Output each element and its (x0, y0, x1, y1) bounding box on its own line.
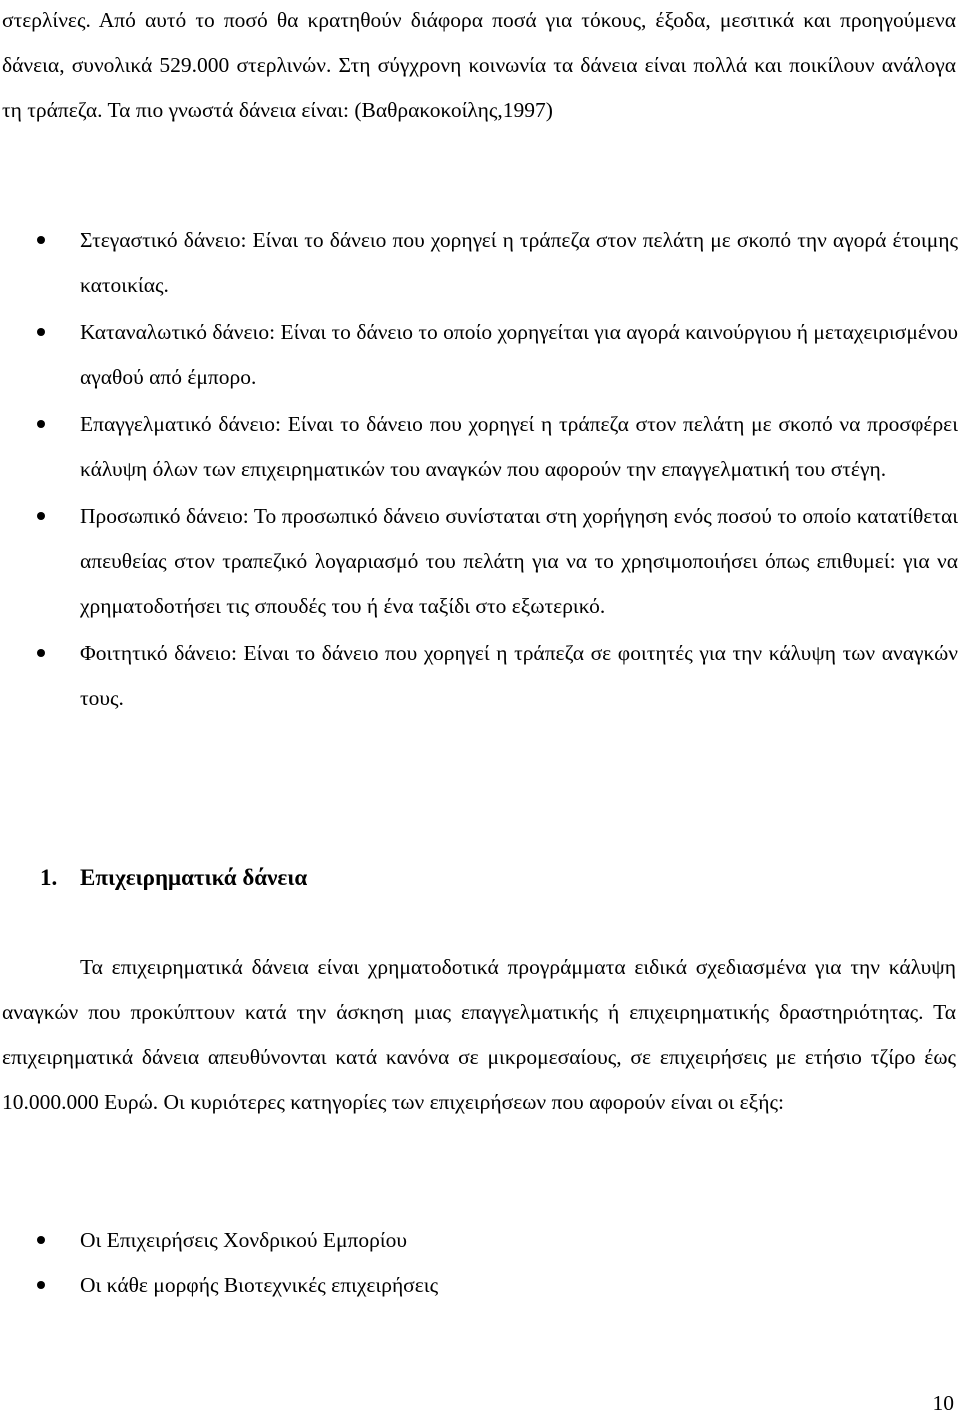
list-item (0, 218, 960, 308)
list-item (0, 402, 960, 492)
list-item-text: Προσωπικό δάνειο: Το προσωπικό δάνειο συνίσταται στη χορήγηση ενός ποσού το οποίο κατατίθεται απευθείας στον τραπεζικό λογαριασμό του πελάτη για να το χρησιμοποιήσει όπως επιθυμεί: για να χρηματοδοτήσει τις σπουδές του ή ένα ταξίδι στο εξωτερικό. (80, 504, 958, 618)
section-number: 1. (40, 865, 58, 890)
bullet-icon (37, 420, 45, 428)
bullet-icon (37, 1236, 45, 1244)
list-item-text: Οι κάθε μορφής Βιοτεχνικές επιχειρήσεις (80, 1273, 439, 1297)
list-item (0, 494, 960, 629)
list-item-text: Στεγαστικό δάνειο: Είναι το δάνειο που χορηγεί η τράπεζα στον πελάτη με σκοπό την αγορά έτοιμης κατοικίας. (80, 228, 958, 297)
section-title: Επιχειρηματικά δάνεια (80, 865, 308, 890)
bullet-icon (37, 328, 45, 336)
list-item-text: Φοιτητικό δάνειο: Είναι το δάνειο που χορηγεί η τράπεζα σε φοιτητές για την κάλυψη των αναγκών τους. (80, 641, 958, 710)
list-item-text: Οι Επιχειρήσεις Χονδρικού Εμπορίου (80, 1228, 408, 1252)
section-paragraph: Τα επιχειρηματικά δάνεια είναι χρηματοδοτικά προγράμματα ειδικά σχεδιασμένα για την κάλυψη αναγκών που προκύπτουν κατά την άσκηση μιας επαγγελματικής ή επιχειρηματικής δραστηριότητας. Τα επιχειρηματικά δάνεια απευθύνονται κατά κανόνα σε μικρομεσαίους, σε επιχειρήσεις με ετήσιο τζίρο έως 10.000.000 Ευρώ. Οι κυριότερες κατηγορίες των επιχειρήσεων που αφορούν είναι οι εξής: (2, 955, 956, 1114)
bullet-icon (37, 649, 45, 657)
list-item (0, 1218, 960, 1263)
business-categories-list (0, 1218, 960, 1308)
list-item-text: Καταναλωτικό δάνειο: Είναι το δάνειο το οποίο χορηγείται για αγορά καινούργιου ή μεταχειρισμένου αγαθού από έμπορο. (80, 320, 958, 389)
list-item (0, 310, 960, 400)
loan-types-list (0, 218, 960, 721)
list-item (0, 1263, 960, 1308)
bullet-icon (37, 236, 45, 244)
bullet-icon (37, 1281, 45, 1289)
list-item-text: Επαγγελματικό δάνειο: Είναι το δάνειο που χορηγεί η τράπεζα στον πελάτη με σκοπό να προσφέρει κάλυψη όλων των επιχειρηματικών του αναγκών που αφορούν την επαγγελματική του στέγη. (80, 412, 958, 481)
bullet-icon (37, 512, 45, 520)
page-number: 10 (932, 1391, 954, 1415)
intro-paragraph: στερλίνες. Από αυτό το ποσό θα κρατηθούν διάφορα ποσά για τόκους, έξοδα, μεσιτικά και προηγούμενα δάνεια, συνολικά 529.000 στερλινών. Στη σύγχρονη κοινωνία τα δάνεια είναι πολλά και ποικίλουν ανάλογα τη τράπεζα. Τα πιο γνωστά δάνεια είναι: (Βαθρακοκοίλης,1997) (2, 8, 956, 122)
section-heading (40, 855, 307, 900)
list-item (0, 631, 960, 721)
